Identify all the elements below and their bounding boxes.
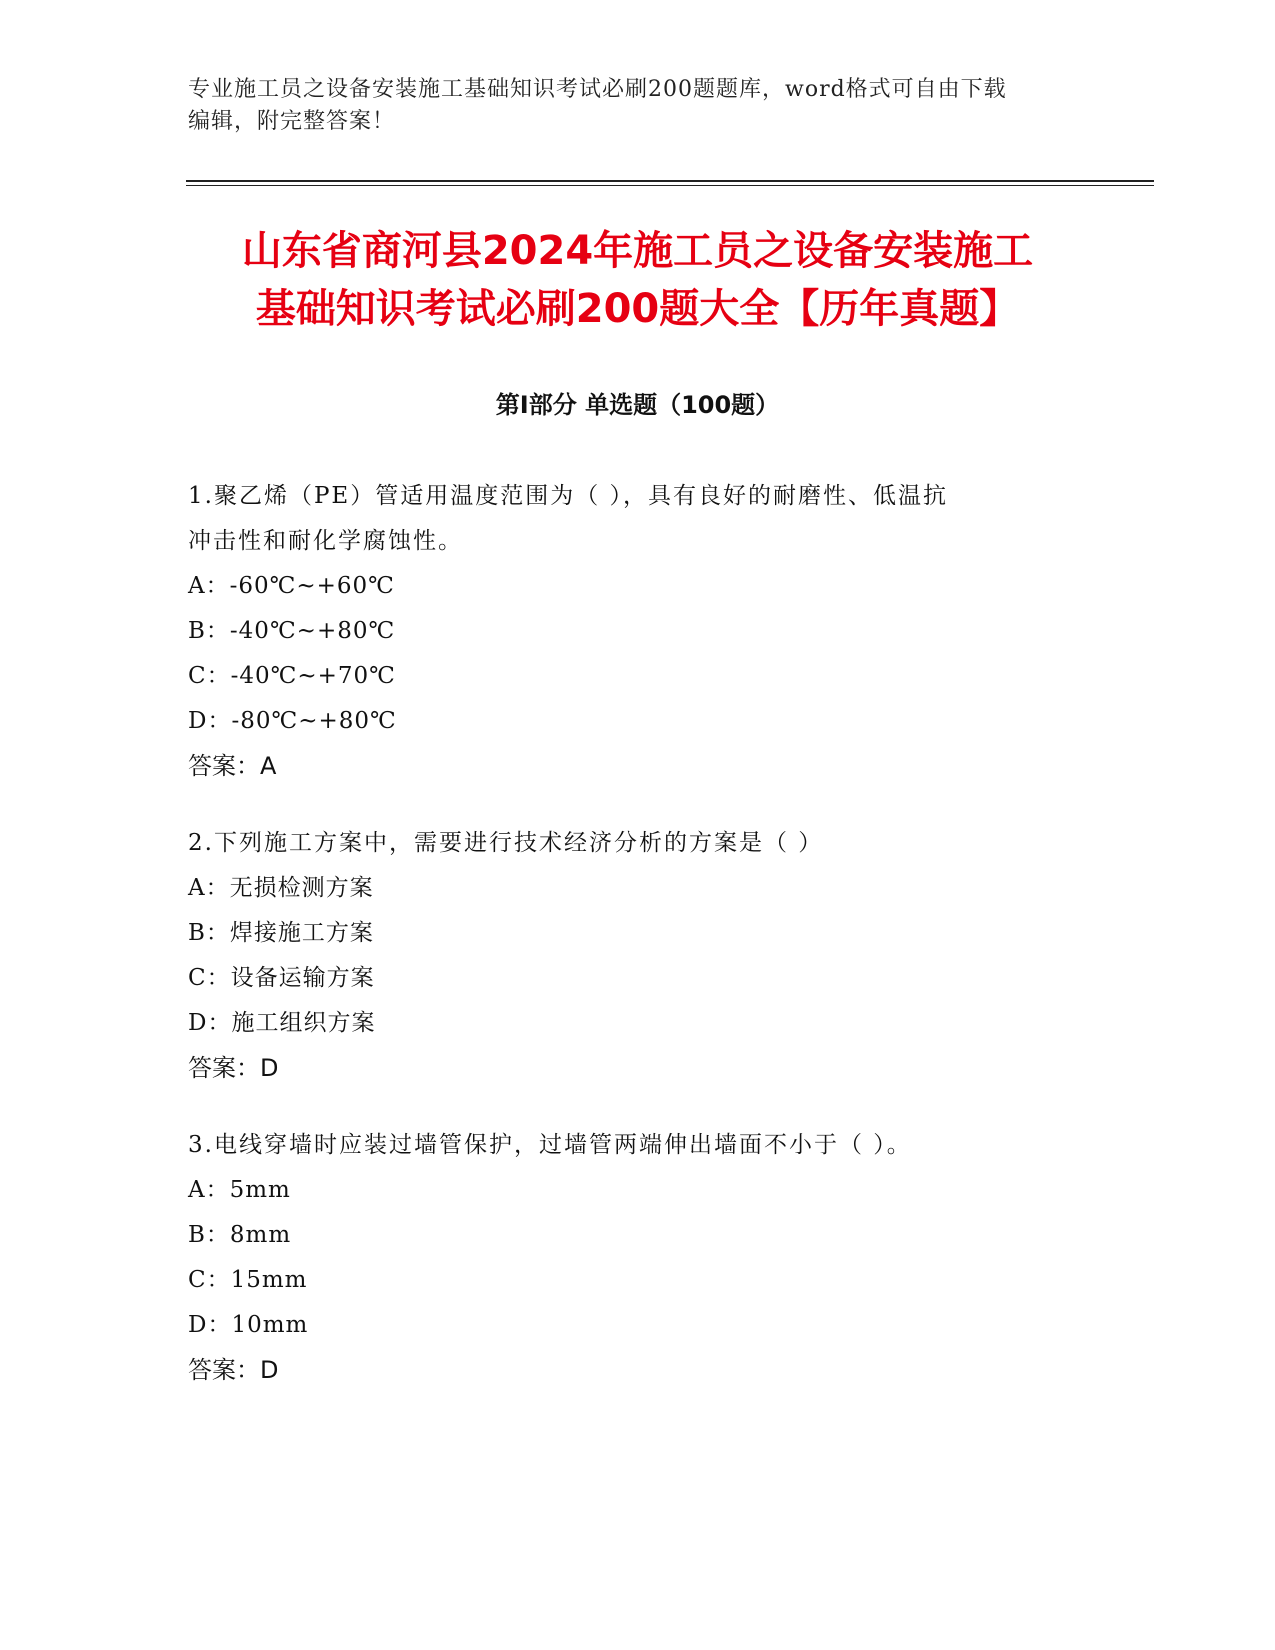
header-rule-thin	[186, 185, 1154, 186]
document-header	[188, 74, 1088, 138]
answer: 答案：D	[188, 1054, 279, 1082]
option-b: B：8mm	[188, 1222, 292, 1248]
header-line-1: 专业施工员之设备安装施工基础知识考试必刷200题题库，word格式可自由下载	[188, 77, 1007, 102]
answer: 答案：A	[188, 752, 277, 780]
option-d: D：10mm	[188, 1312, 309, 1338]
question-2	[188, 821, 1088, 1091]
section-heading: 第Ⅰ部分 单选题（100题）	[495, 391, 780, 419]
header-line-2: 编辑，附完整答案！	[188, 109, 396, 134]
document-title	[150, 222, 1125, 338]
option-a: A：5mm	[188, 1177, 291, 1203]
option-c: C：15mm	[188, 1267, 308, 1293]
question-list	[188, 474, 1088, 1425]
option-c: C：-40℃~+70℃	[188, 663, 396, 689]
answer: 答案：D	[188, 1356, 279, 1384]
question-stem: 1.聚乙烯（PE）管适用温度范围为（ ），具有良好的耐磨性、低温抗	[188, 483, 949, 509]
question-1	[188, 474, 1088, 789]
option-c: C：设备运输方案	[188, 965, 375, 991]
option-d: D：施工组织方案	[188, 1010, 376, 1036]
option-a: A：-60℃~+60℃	[188, 573, 395, 599]
title-line-2: 基础知识考试必刷200题大全【历年真题】	[255, 286, 1020, 332]
question-stem: 2.下列施工方案中，需要进行技术经济分析的方案是（ ）	[188, 830, 824, 856]
question-stem: 3.电线穿墙时应装过墙管保护，过墙管两端伸出墙面不小于（ ）。	[188, 1132, 912, 1158]
option-b: B：焊接施工方案	[188, 920, 374, 946]
option-a: A：无损检测方案	[188, 875, 374, 901]
option-b: B：-40℃~+80℃	[188, 618, 396, 644]
option-d: D：-80℃~+80℃	[188, 708, 397, 734]
question-stem-continued: 冲击性和耐化学腐蚀性。	[188, 528, 463, 554]
header-rule-thick	[186, 180, 1154, 182]
title-line-1: 山东省商河县2024年施工员之设备安装施工	[241, 228, 1034, 274]
question-3	[188, 1123, 1088, 1393]
